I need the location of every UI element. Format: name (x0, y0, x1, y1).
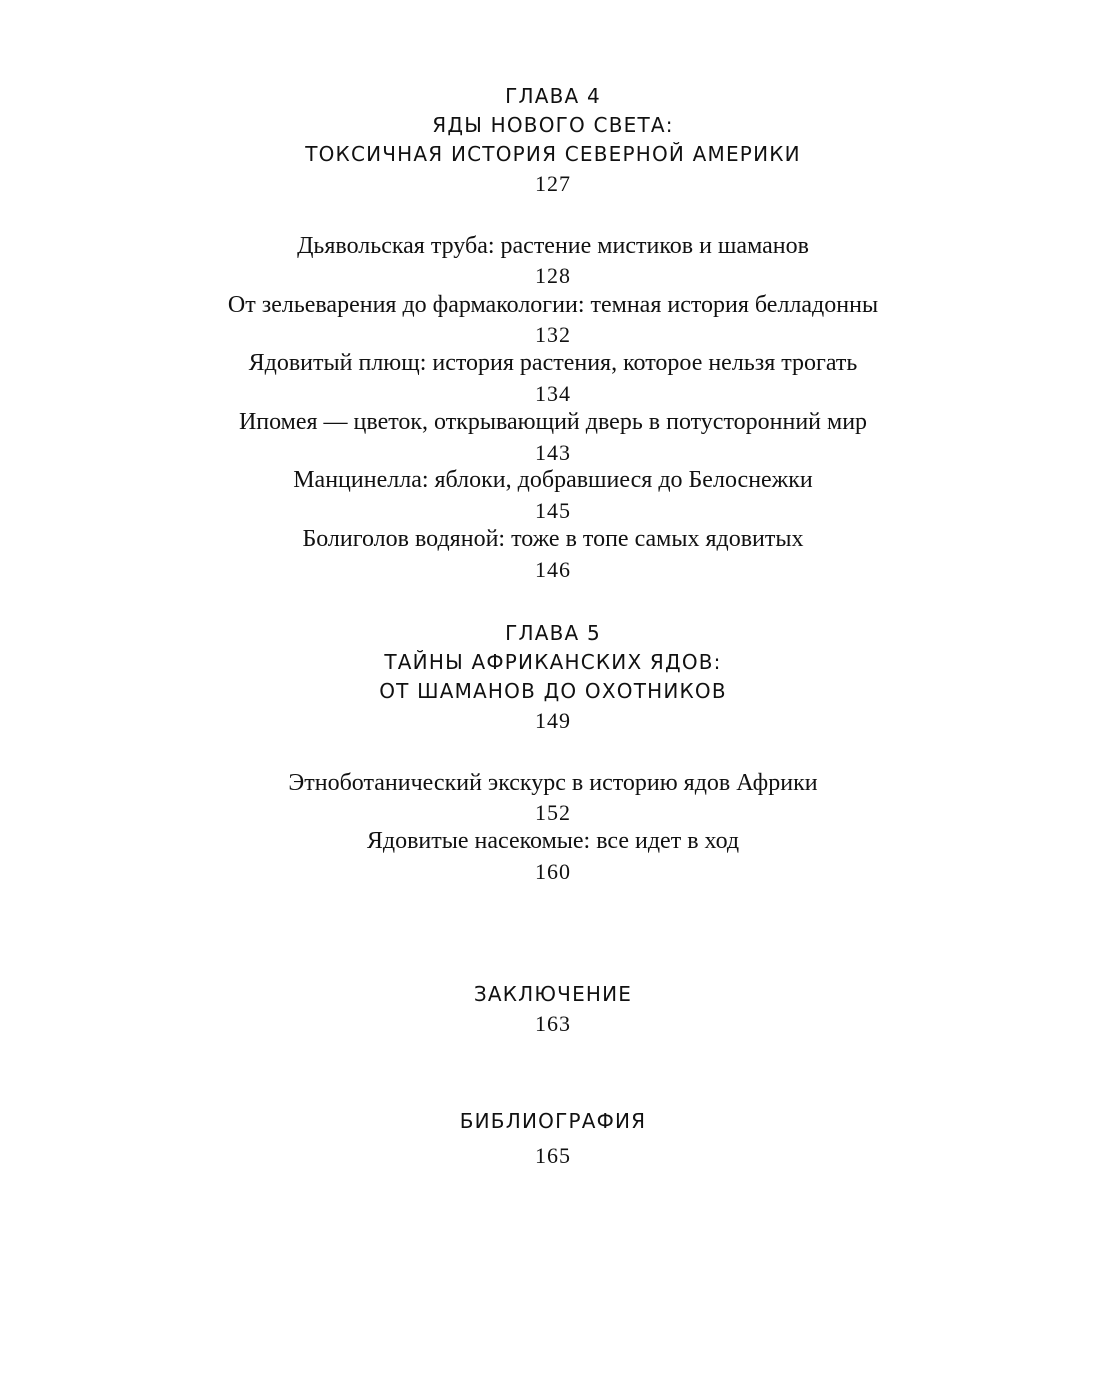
conclusion-page: 163 (535, 1011, 571, 1036)
chapter5-label: ГЛАВА 5 (505, 621, 601, 645)
toc-entry-title: Манцинелла: яблоки, добравшиеся до Белоснежки (293, 467, 813, 493)
toc-entry-title: Ядовитый плющ: история растения, которое нельзя трогать (248, 350, 858, 376)
toc-entry-title: Ипомея — цветок, открывающий дверь в потусторонний мир (238, 409, 868, 435)
toc-entry-title: Болиголов водяной: тоже в топе самых ядовитых (302, 526, 804, 552)
toc-entry-page: 152 (535, 800, 571, 825)
toc-entry-title: Дьявольская труба: растение мистиков и шаманов (297, 233, 809, 259)
bibliography-title: БИБЛИОГРАФИЯ (459, 1109, 647, 1133)
chapter5-title-line1: ТАЙНЫ АФРИКАНСКИХ ЯДОВ: (384, 650, 722, 674)
toc-entry-page: 160 (535, 859, 571, 884)
toc-entry-page: 134 (535, 381, 571, 406)
toc-entry-title: Этноботанический экскурс в историю ядов Африки (288, 770, 818, 796)
toc-entry-title: Ядовитые насекомые: все идет в ход (366, 828, 740, 854)
chapter5-page: 149 (535, 708, 571, 733)
toc-entry-page: 128 (535, 263, 571, 288)
bibliography-page: 165 (535, 1143, 571, 1168)
toc-entry-page: 143 (535, 440, 571, 465)
toc-entry-page: 132 (535, 322, 571, 347)
toc-entry-title: От зельеварения до фармакологии: темная история белладонны (227, 292, 879, 318)
chapter4-title-line2: ТОКСИЧНАЯ ИСТОРИЯ СЕВЕРНОЙ АМЕРИКИ (305, 142, 801, 166)
toc-entry-page: 145 (535, 498, 571, 523)
toc-entry-page: 146 (535, 557, 571, 582)
chapter4-title-line1: ЯДЫ НОВОГО СВЕТА: (432, 113, 674, 137)
conclusion-title: ЗАКЛЮЧЕНИЕ (473, 982, 633, 1006)
chapter4-page: 127 (535, 171, 571, 196)
chapter5-title-line2: ОТ ШАМАНОВ ДО ОХОТНИКОВ (379, 679, 727, 703)
chapter4-label: ГЛАВА 4 (505, 84, 601, 108)
